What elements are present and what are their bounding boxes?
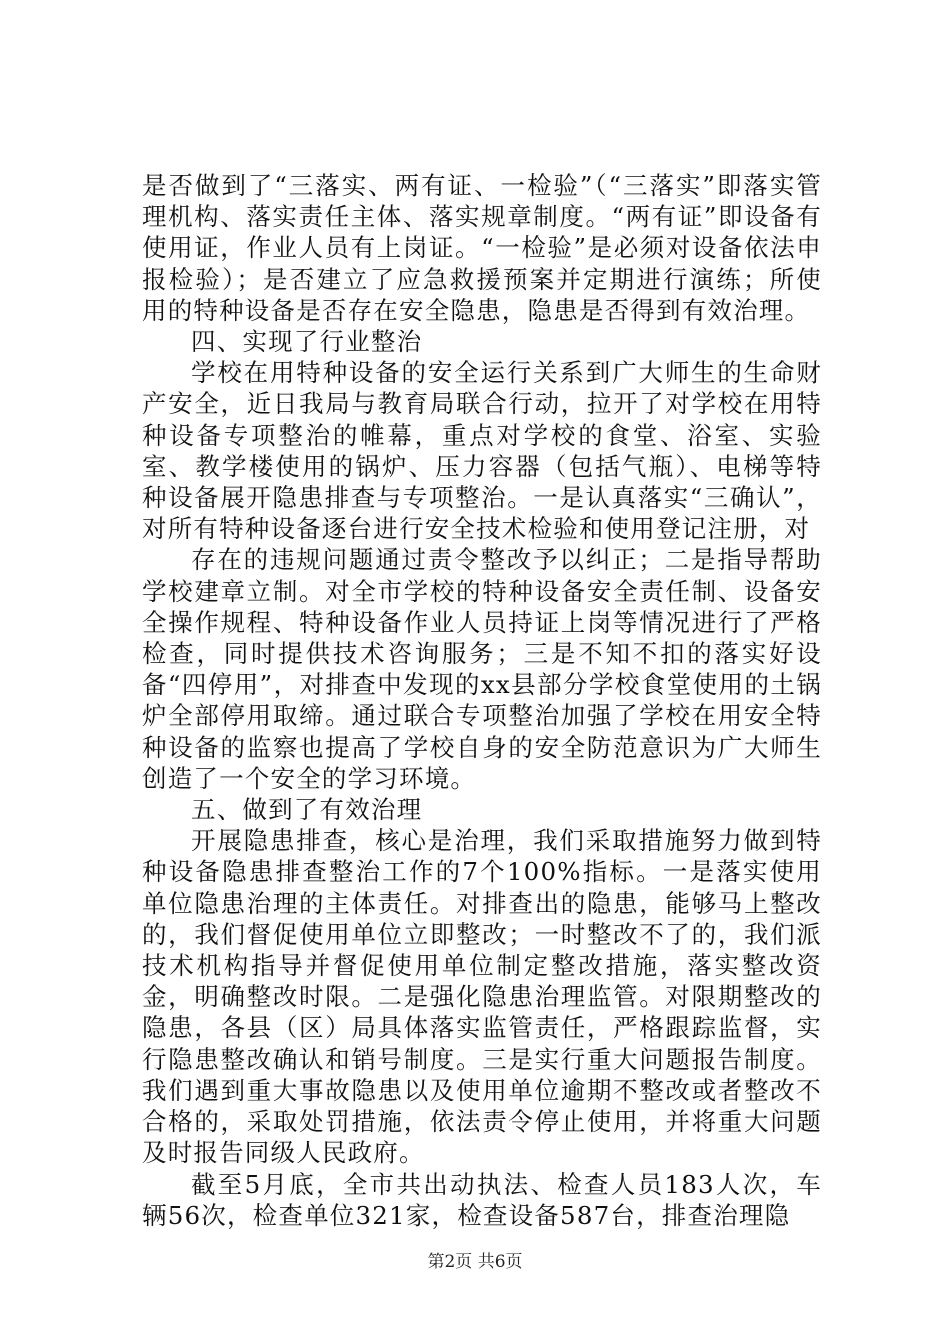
paragraph: 存在的违规问题通过责令整改予以纠正；二是指导帮助学校建章立制。对全市学校的特种设备安全责任制、设备安全操作规程、特种设备作业人员持证上岗等情况进行了严格检查，同时提供技术咨询服务；三是不知不扣的落实好设备“四停用”，对排查中发现的xx县部分学校食堂使用的土锅炉全部停用取缔。通过联合专项整治加强了学校在用安全特种设备的监察也提高了学校自身的安全防范意识为广大师生创造了一个安全的学习环境。 [142, 545, 822, 793]
section-heading-4: 四、实现了行业整治 [191, 327, 423, 357]
paragraph: 开展隐患排查，核心是治理，我们采取措施努力做到特种设备隐患排查整治工作的7个100%指标。一是落实使用单位隐患治理的主体责任。对排查出的隐患，能够马上整改的，我们督促使用单位立即整改；一时整改不了的，我们派技术机构指导并督促使用单位制定整改措施，落实整改资金，明确整改时限。二是强化隐患治理监管。对限期整改的隐患，各县（区）局具体落实监管责任，严格跟踪监督，实行隐患整改确认和销号制度。三是实行重大问题报告制度。我们遇到重大事故隐患以及使用单位逾期不整改或者整改不合格的，采取处罚措施，依法责令停止使用，并将重大问题及时报告同级人民政府。 [142, 826, 822, 1168]
paragraph: 截至5月底，全市共出动执法、检查人员183人次，车辆56次，检查单位321家，检查设备587台，排查治理隐 [142, 1169, 822, 1230]
document-body [142, 170, 822, 1231]
page-number-footer: 第2页 共6页 [427, 1252, 523, 1272]
paragraph: 学校在用特种设备的安全运行关系到广大师生的生命财产安全，近日我局与教育局联合行动，拉开了对学校在用特种设备专项整治的帷幕，重点对学校的食堂、浴室、实验室、教学楼使用的锅炉、压力容器（包括气瓶）、电梯等特种设备展开隐患排查与专项整治。一是认真落实“三确认”，对所有特种设备逐台进行安全技术检验和使用登记注册，对 [142, 358, 822, 544]
paragraph-continued: 是否做到了“三落实、两有证、一检验”（“三落实”即落实管理机构、落实责任主体、落实规章制度。“两有证”即设备有使用证，作业人员有上岗证。“一检验”是必须对设备依法申报检验）；是否建立了应急救援预案并定期进行演练；所使用的特种设备是否存在安全隐患，隐患是否得到有效治理。 [142, 171, 822, 325]
section-heading-5: 五、做到了有效治理 [191, 795, 423, 825]
